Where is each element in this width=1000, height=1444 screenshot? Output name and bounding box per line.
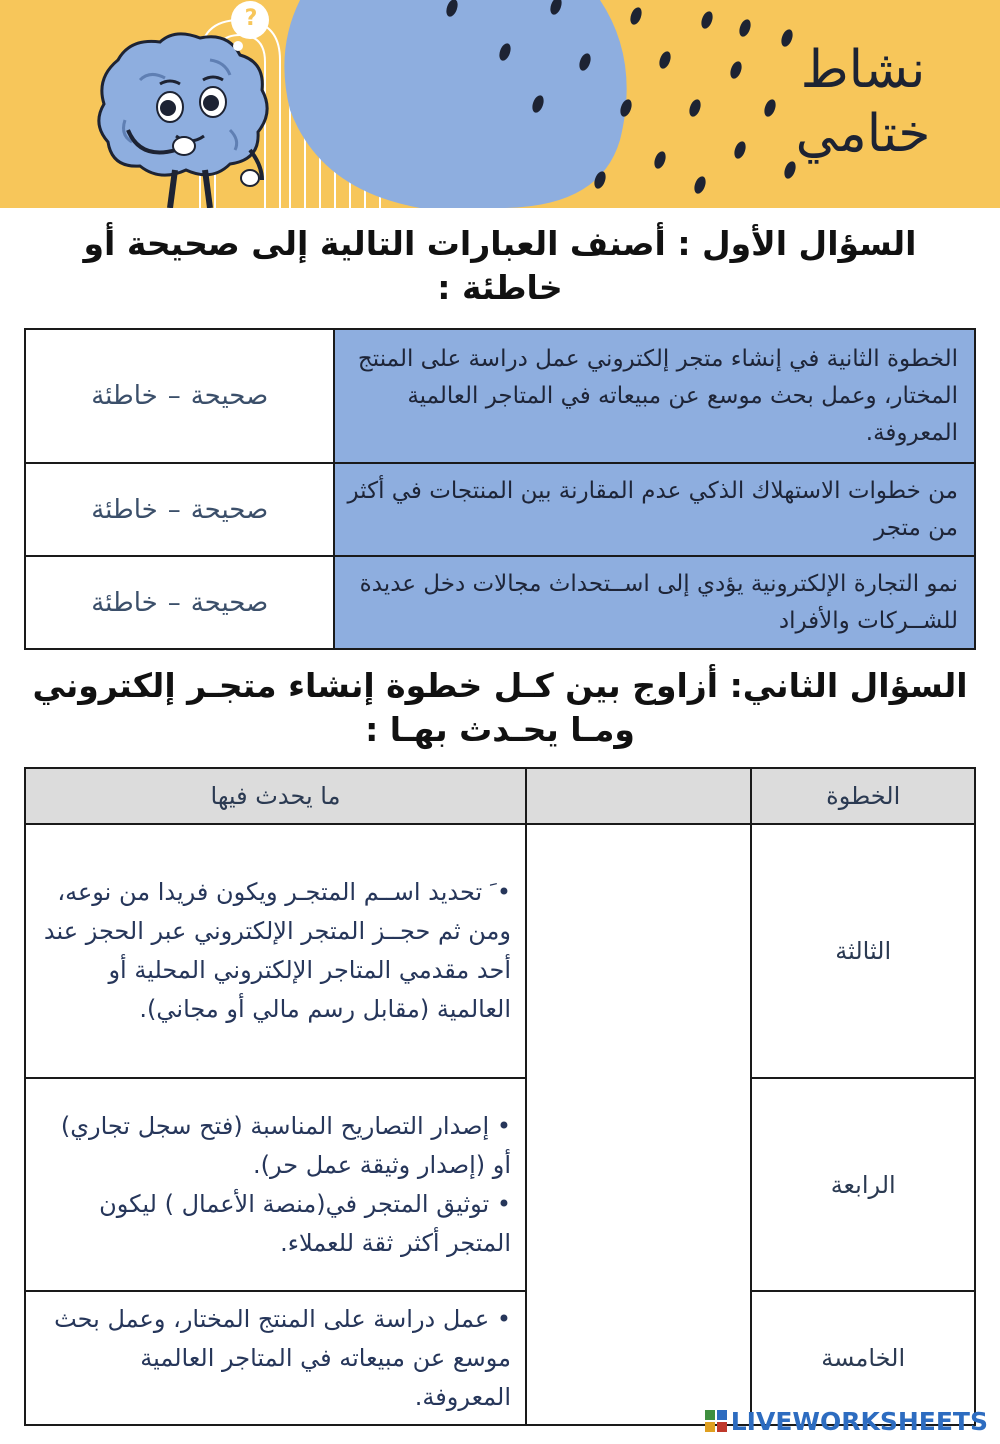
table-header-row	[25, 768, 975, 824]
description-cell[interactable]	[25, 824, 526, 1078]
question-2-heading: السؤال الثاني: أزاوج بين كـل خطوة إنشاء متجـر إلكتروني ومـا يحـدث بهـا :	[32, 666, 968, 749]
column-header-blank	[526, 768, 751, 824]
table-row	[25, 463, 975, 556]
description-bullet: • عمل دراسة على المنتج المختار، وعمل بحث موسع عن مبيعاته في المتاجر العالمية المعروفة.	[54, 1304, 511, 1411]
description-bullet: • إصدار التصاريح المناسبة (فتح سجل تجاري) أو (إصدار وثيقة عمل حر).	[60, 1111, 511, 1179]
table-row	[25, 1078, 975, 1291]
header-banner	[0, 0, 1000, 208]
separator: –	[167, 587, 181, 618]
brain-mascot	[99, 1, 269, 208]
statement-cell: الخطوة الثانية في إنشاء متجر إلكتروني عمل دراسة على المنتج المختار، وعمل بحث موسع عن مبيعاته في المتاجر العالمية المعروفة.	[334, 329, 975, 463]
table-row	[25, 824, 975, 1078]
statement-cell: نمو التجارة الإلكترونية يؤدي إلى اســتحداث مجالات دخل عديدة للشــركات والأفراد	[334, 556, 975, 649]
choice-cell	[25, 329, 334, 463]
liveworksheets-watermark	[705, 1404, 988, 1438]
true-false-table	[24, 328, 976, 650]
false-option[interactable]: خاطئة	[91, 587, 158, 618]
separator: –	[167, 381, 181, 411]
description-cell[interactable]	[25, 1291, 526, 1425]
question-1-heading: السؤال الأول : أصنف العبارات التالية إلى صحيحة أو خاطئة :	[83, 224, 917, 307]
column-header-description: ما يحدث فيها	[25, 768, 526, 824]
true-option[interactable]: صحيحة	[190, 494, 269, 525]
matching-table	[24, 767, 976, 1426]
table-row	[25, 329, 975, 463]
true-option[interactable]: صحيحة	[190, 587, 269, 618]
matching-area[interactable]	[526, 824, 751, 1425]
false-option[interactable]: خاطئة	[91, 381, 158, 411]
liveworksheets-logo-icon	[705, 1410, 727, 1432]
watermark-text: LIVEWORKSHEETS	[730, 1406, 988, 1436]
title-line-1: نشاط	[800, 40, 926, 100]
step-cell[interactable]: الرابعة	[751, 1078, 975, 1291]
true-option[interactable]: صحيحة	[190, 381, 269, 411]
title-line-2: ختامي	[795, 104, 931, 164]
choice-cell	[25, 463, 334, 556]
separator: –	[167, 494, 181, 525]
question-mark-icon: ?	[244, 6, 258, 31]
statement-cell: من خطوات الاستهلاك الذكي عدم المقارنة بين المنتجات في أكثر من متجر	[334, 463, 975, 556]
table-row	[25, 556, 975, 649]
description-cell[interactable]	[25, 1078, 526, 1291]
step-cell[interactable]: الخامسة	[751, 1291, 975, 1425]
page-title	[758, 38, 968, 166]
false-option[interactable]: خاطئة	[91, 494, 158, 525]
step-cell[interactable]: الثالثة	[751, 824, 975, 1078]
choice-cell	[25, 556, 334, 649]
column-header-step: الخطوة	[751, 768, 975, 824]
description-bullet: • توثيق المتجر في(منصة الأعمال ) ليكون المتجر أكثر ثقة للعملاء.	[99, 1189, 511, 1257]
description-bullet: • َ تحديد اســم المتجـر ويكون فريدا من نوعه، ومن ثم حجــز المتجر الإلكتروني عبر الحجز عند أحد مقدمي المتاجر الإلكتروني المحلية أو العالمية (مقابل رسم مالي أو مجاني).	[43, 878, 511, 1023]
